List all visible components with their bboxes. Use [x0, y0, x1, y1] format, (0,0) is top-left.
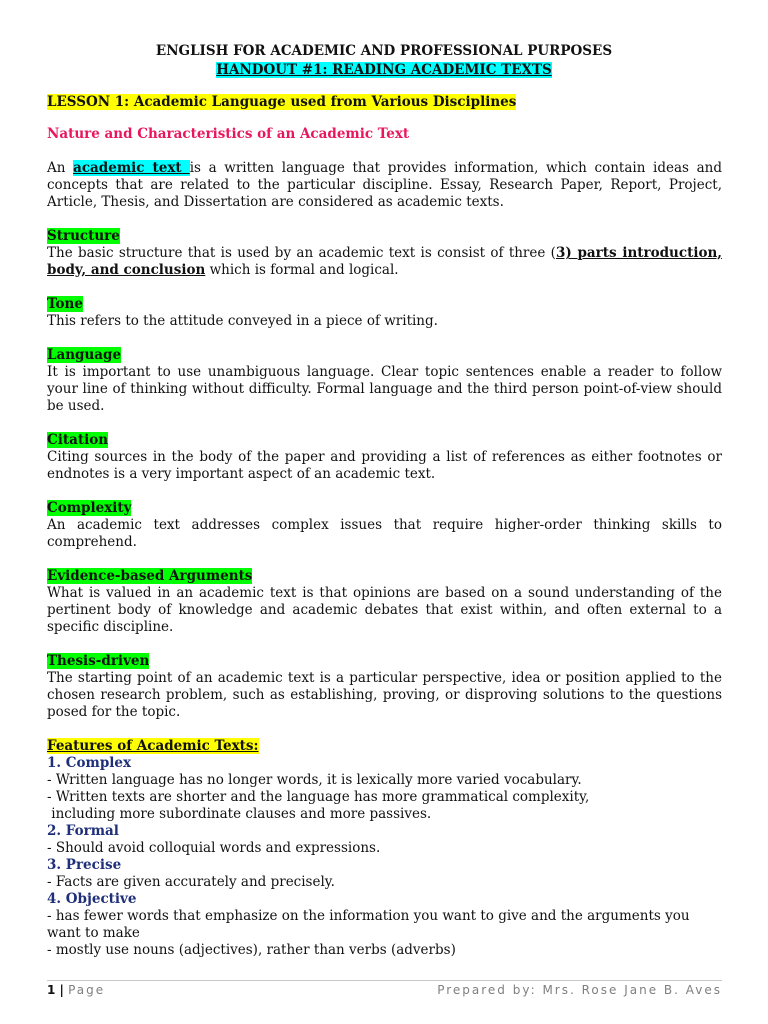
thesis-section [47, 653, 722, 721]
feature-formal-label: 2. Formal [47, 823, 119, 839]
evidence-heading: Evidence-based Arguments [47, 568, 253, 584]
thesis-heading: Thesis-driven [47, 653, 150, 669]
feature-line: - Written language has no longer words, it is lexically more varied vocabulary. [47, 772, 582, 788]
keyword-academic-text: academic text [73, 160, 190, 176]
feature-line: - Should avoid colloquial words and expressions. [47, 840, 381, 856]
language-text: It is important to use unambiguous language. Clear topic sentences enable a reader to follow your line of thinking without difficulty. Formal language and the third person point-of-view should be used. [47, 364, 722, 414]
feature-line: - Written texts are shorter and the language has more grammatical complexity, [47, 789, 590, 805]
page-separator: | [55, 983, 69, 997]
document-body [47, 94, 722, 959]
feature-complex-label: 1. Complex [47, 755, 132, 771]
feature-line: including more subordinate clauses and more passives. [47, 806, 432, 822]
features-title: Features of Academic Texts: [47, 738, 259, 754]
structure-parts: 3) parts introduction, body, and conclusion [47, 245, 722, 278]
complexity-text: An academic text addresses complex issues that require higher-order thinking skills to comprehend. [47, 517, 722, 550]
evidence-text: What is valued in an academic text is that opinions are based on a sound understanding of the pertinent body of knowledge and academic debates that exist within, and often external to a specific discipline. [47, 585, 722, 635]
structure-heading: Structure [47, 228, 120, 244]
structure-text-before: The basic structure that is used by an academic text is consist of three ( [47, 245, 556, 261]
page-indicator [47, 983, 105, 997]
citation-text: Citing sources in the body of the paper and providing a list of references as either footnotes or endnotes is a very important aspect of an academic text. [47, 449, 722, 482]
tone-heading: Tone [47, 296, 83, 312]
complexity-section [47, 500, 722, 551]
lesson-title: LESSON 1: Academic Language used from Various Disciplines [47, 94, 517, 110]
feature-line: - Facts are given accurately and precisely. [47, 874, 335, 890]
thesis-text: The starting point of an academic text is a particular perspective, idea or position applied to the chosen research problem, such as establishing, proving, or disproving solutions to the questions posed for the topic. [47, 670, 722, 720]
intro-prefix: An [47, 160, 74, 176]
course-title: ENGLISH FOR ACADEMIC AND PROFESSIONAL PURPOSES [155, 43, 613, 59]
feature-line: - mostly use nouns (adjectives), rather than verbs (adverbs) [47, 942, 456, 958]
features-section [47, 738, 722, 959]
intro-paragraph [47, 160, 722, 211]
citation-heading: Citation [47, 432, 109, 448]
language-section [47, 347, 722, 415]
prepared-by: Prepared by: Mrs. Rose Jane B. Aves [437, 983, 722, 997]
feature-line: - has fewer words that emphasize on the information you want to give and the arguments you want to make [47, 908, 690, 941]
evidence-section [47, 568, 722, 636]
complexity-heading: Complexity [47, 500, 132, 516]
page-word: Page [68, 983, 106, 997]
citation-section [47, 432, 722, 483]
tone-section [47, 296, 722, 330]
tone-text: This refers to the attitude conveyed in a piece of writing. [47, 313, 438, 329]
document-header [0, 42, 768, 80]
feature-precise-label: 3. Precise [47, 857, 122, 873]
footer-divider [47, 980, 722, 981]
language-heading: Language [47, 347, 122, 363]
feature-objective-label: 4. Objective [47, 891, 137, 907]
handout-title: HANDOUT #1: READING ACADEMIC TEXTS [216, 62, 552, 78]
intro-text: is a written language that provides information, which contain ideas and concepts that are related to the particular discipline. Essay, Research Paper, Report, Project, Article, Thesis, and Dissertation are considered as academic texts. [47, 160, 722, 210]
structure-section [47, 228, 722, 279]
structure-text-after: which is formal and logical. [205, 262, 399, 278]
page-number: 1 [47, 983, 56, 997]
section-title: Nature and Characteristics of an Academic Text [47, 126, 410, 142]
